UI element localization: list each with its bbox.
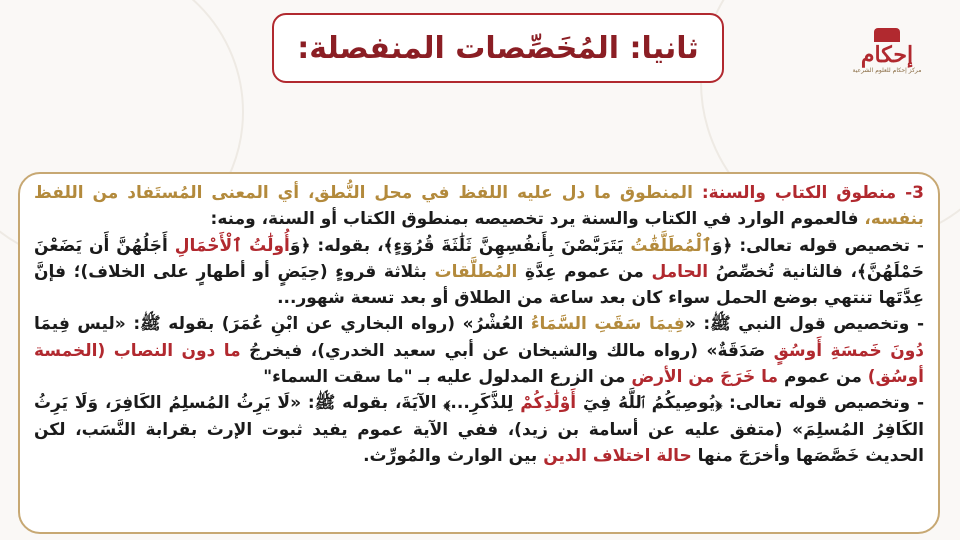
logo-subtitle: مركز إحكام للعلوم الشرعية	[852, 67, 922, 74]
highlight-text: المُطلَّقات	[434, 261, 518, 282]
title-box	[272, 13, 724, 83]
highlight-text: ما دون النصاب (الخمسة أوسُق)	[34, 340, 924, 388]
highlight-text: ما خَرَجَ من الأرض	[631, 367, 779, 388]
content-text: العُشْرُ» (رواه البخاري عن ابْنِ عُمَرَ) بقوله ﷺ: «ليس فِيمَا	[34, 314, 531, 335]
highlight-text: أُولَٰتُ ٱلْأَحْمَالِ	[174, 235, 290, 256]
highlight-text: فِيمَا سَقَتِ السَّمَاءُ	[530, 314, 685, 335]
content-text: صَدَقَةٌ» (رواه مالك والشيخان عن أبي سعيد الخدري)، فيخرجُ	[240, 340, 774, 361]
slide-title: ثانيا: المُخَصِّصات المنفصلة:	[297, 30, 699, 66]
content-paragraph	[34, 180, 924, 233]
content-text: بثلاثة قروءٍ (حِيَضٍ أو أطهارٍ على الخلاف)؛ فإنَّ عِدَّتَها تنتهي بوضع الحمل سواء كان بعد ساعة من الطلاق أو بعد تسعة شهور...	[34, 261, 924, 309]
content-text: لِلذَّكَرِ...﴾ الآيَةَ، بقوله ﷺ: «لَا يَرِثُ المُسلِمُ الكَافِرَ، وَلَا يَرِثُ الكَافِرُ المُسلِمَ» (متفق عليه عن أسامة بن زيد)، ففي الآية عموم يفيد ثبوت الإرث بقرابة النَّسَب، لكن الحديث خَصَّصَها وأخرَجَ منها	[34, 393, 924, 466]
highlight-text: ٱلْمُطَلَّقَٰتُ	[630, 235, 712, 256]
content-text: فالعموم الوارد في الكتاب والسنة يرد تخصيصه بمنطوق الكتاب أو السنة، ومنه:	[210, 209, 865, 230]
content-paragraph	[34, 390, 924, 469]
logo-icon	[874, 28, 900, 42]
section-heading: 3- منطوق الكتاب والسنة:	[701, 183, 924, 203]
highlight-text: الحامل	[643, 261, 716, 282]
content-text: - وتخصيص قول النبي ﷺ: «	[684, 314, 924, 335]
content-paragraph	[34, 311, 924, 390]
content-text: بين الوارث والمُورِّث.	[363, 445, 544, 466]
content-box	[18, 172, 940, 534]
highlight-text: دُونَ خَمسَةِ أَوسُقٍ	[773, 340, 924, 361]
content-text: من عموم	[778, 367, 868, 388]
content-text: يَتَرَبَّصْنَ بِأَنفُسِهِنَّ ثَلَٰثَةَ قُرُوٓءٍ﴾، بقوله: ﴿وَ	[289, 235, 631, 256]
content-text: من الزرع المدلول عليه بـ "ما سقت السماء"	[263, 367, 632, 388]
highlight-text: حالة اختلاف الدين	[543, 445, 692, 466]
content-text: أَجَلُهُنَّ أَن يَضَعْنَ حَمْلَهُنَّ﴾، فالثانية تُخصِّصُ	[34, 235, 925, 282]
logo-word: إحكام	[860, 42, 914, 68]
content-paragraph	[34, 233, 924, 312]
highlight-text: أَوْلَٰدِكُمْ	[520, 393, 577, 414]
content-text: - تخصيص قوله تعالى: ﴿وَ	[711, 235, 924, 256]
content-text: من عموم عِدَّةِ	[517, 261, 644, 282]
definition-text: المنطوق ما دل عليه اللفظ في محل النُّطق، أي المعنى المُستَفاد من اللفظ بنفسه،	[34, 183, 924, 230]
logo	[846, 28, 928, 90]
content-text: - وتخصيص قوله تعالى: ﴿يُوصِيكُمُ ٱللَّهُ فِيٓ	[576, 393, 924, 414]
